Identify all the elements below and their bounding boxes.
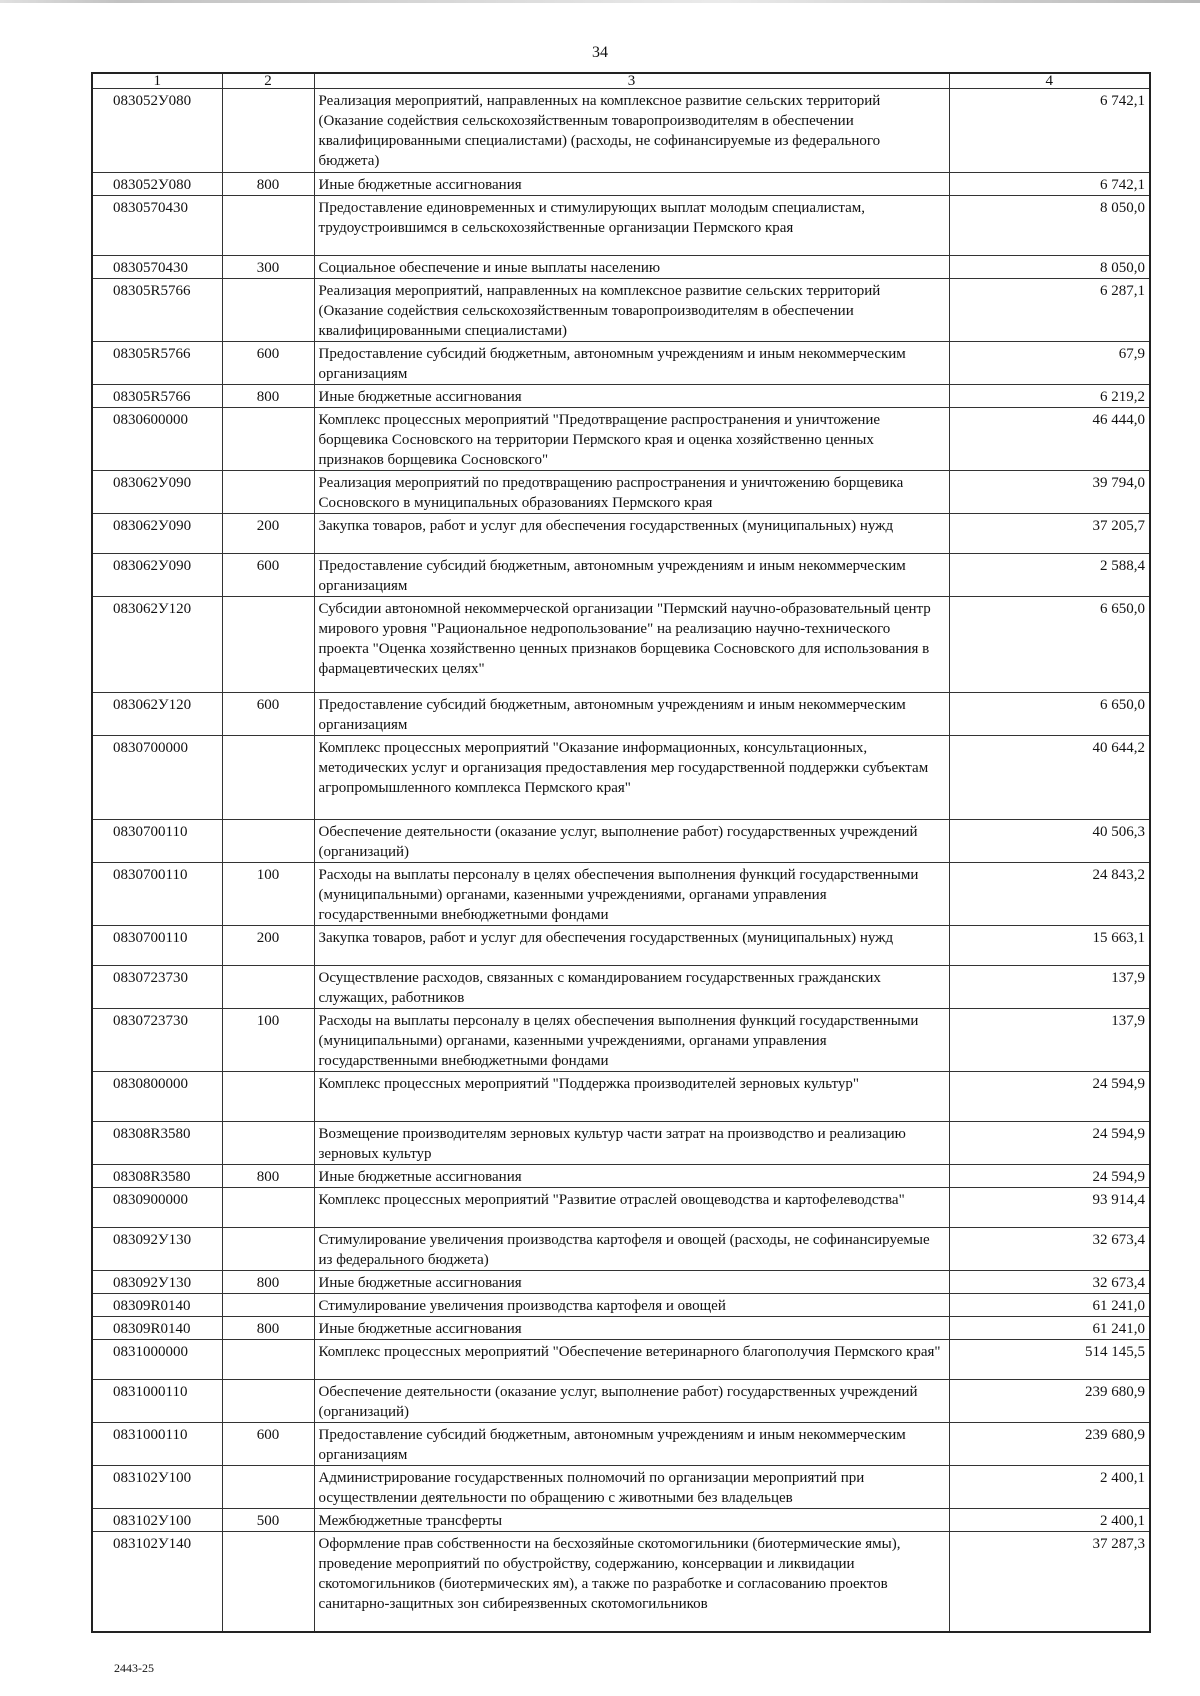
row-code-cell: 08308R3580: [92, 1122, 222, 1165]
row-amount-cell: 61 241,0: [949, 1294, 1150, 1317]
row-type-cell: [222, 1188, 314, 1228]
row-type-cell: [222, 1228, 314, 1271]
row-name-cell: Иные бюджетные ассигнования: [314, 1271, 949, 1294]
table-row: [92, 342, 1150, 385]
row-code-cell: 083102У140: [92, 1532, 222, 1632]
row-type-cell: [222, 196, 314, 256]
row-code-cell: 0830570430: [92, 196, 222, 256]
row-type-cell: [222, 279, 314, 342]
row-amount-cell: 46 444,0: [949, 408, 1150, 471]
table-row: [92, 471, 1150, 514]
table-row: [92, 597, 1150, 693]
table-row: [92, 1009, 1150, 1072]
row-name-cell: Обеспечение деятельности (оказание услуг, выполнение работ) государственных учреждений (организаций): [314, 1380, 949, 1423]
row-code-cell: 08305R5766: [92, 279, 222, 342]
row-name-cell: Комплекс процессных мероприятий "Предотвращение распространения и уничтожение борщевика Сосновского на территории Пермского края и оценка хозяйственно ценных признаков борщевика Сосновского": [314, 408, 949, 471]
row-name-cell: Стимулирование увеличения производства картофеля и овощей (расходы, не софинансируемые из федерального бюджета): [314, 1228, 949, 1271]
header-col-2: 2: [222, 73, 314, 89]
table-row: [92, 1271, 1150, 1294]
row-type-cell: 200: [222, 926, 314, 966]
row-name-cell: Межбюджетные трансферты: [314, 1509, 949, 1532]
row-amount-cell: 514 145,5: [949, 1340, 1150, 1380]
table-row: [92, 736, 1150, 820]
row-code-cell: 0831000110: [92, 1423, 222, 1466]
table-header-row: [92, 73, 1150, 89]
row-amount-cell: 61 241,0: [949, 1317, 1150, 1340]
row-code-cell: 083052У080: [92, 173, 222, 196]
row-name-cell: Стимулирование увеличения производства картофеля и овощей: [314, 1294, 949, 1317]
row-type-cell: 800: [222, 1317, 314, 1340]
row-type-cell: [222, 966, 314, 1009]
row-amount-cell: 6 650,0: [949, 693, 1150, 736]
header-col-4: 4: [949, 73, 1150, 89]
header-col-1: 1: [92, 73, 222, 89]
row-amount-cell: 93 914,4: [949, 1188, 1150, 1228]
table-row: [92, 863, 1150, 926]
row-code-cell: 083102У100: [92, 1466, 222, 1509]
row-code-cell: 083102У100: [92, 1509, 222, 1532]
row-name-cell: Расходы на выплаты персоналу в целях обеспечения выполнения функций государственными (муниципальными) органами, казенными учреждениями, органами управления государственными внебюджетными фондами: [314, 863, 949, 926]
row-type-cell: [222, 1072, 314, 1122]
table-row: [92, 693, 1150, 736]
row-amount-cell: 6 742,1: [949, 173, 1150, 196]
row-name-cell: Предоставление субсидий бюджетным, автономным учреждениям и иным некоммерческим организациям: [314, 693, 949, 736]
row-amount-cell: 67,9: [949, 342, 1150, 385]
row-type-cell: [222, 1294, 314, 1317]
row-type-cell: 600: [222, 554, 314, 597]
row-name-cell: Иные бюджетные ассигнования: [314, 385, 949, 408]
row-name-cell: Предоставление единовременных и стимулирующих выплат молодым специалистам, трудоустроившимся в сельскохозяйственные организации Пермского края: [314, 196, 949, 256]
row-code-cell: 083092У130: [92, 1271, 222, 1294]
row-name-cell: Иные бюджетные ассигнования: [314, 173, 949, 196]
row-amount-cell: 24 594,9: [949, 1165, 1150, 1188]
row-name-cell: Возмещение производителям зерновых культур части затрат на производство и реализацию зерновых культур: [314, 1122, 949, 1165]
row-amount-cell: 24 594,9: [949, 1122, 1150, 1165]
row-amount-cell: 6 742,1: [949, 89, 1150, 173]
row-type-cell: 800: [222, 385, 314, 408]
row-name-cell: Комплекс процессных мероприятий "Оказание информационных, консультационных, методических услуг и организация предоставления мер государственной поддержки субъектам агропромышленного комплекса Пермского края": [314, 736, 949, 820]
scan-top-edge: [0, 0, 1200, 3]
row-type-cell: [222, 1122, 314, 1165]
row-amount-cell: 37 287,3: [949, 1532, 1150, 1632]
table-row: [92, 554, 1150, 597]
row-code-cell: 08308R3580: [92, 1165, 222, 1188]
row-code-cell: 083062У090: [92, 514, 222, 554]
row-amount-cell: 40 506,3: [949, 820, 1150, 863]
row-code-cell: 083092У130: [92, 1228, 222, 1271]
row-name-cell: Иные бюджетные ассигнования: [314, 1165, 949, 1188]
row-code-cell: 083062У090: [92, 554, 222, 597]
row-name-cell: Реализация мероприятий, направленных на комплексное развитие сельских территорий (Оказание содействия сельскохозяйственным товаропроизводителям в обеспечении квалифицированными специалистами) (расходы, не софинансируемые из федерального бюджета): [314, 89, 949, 173]
page-number: 34: [592, 44, 608, 61]
row-amount-cell: 37 205,7: [949, 514, 1150, 554]
row-name-cell: Реализация мероприятий по предотвращению распространения и уничтожению борщевика Сосновского в муниципальных образованиях Пермского края: [314, 471, 949, 514]
row-type-cell: [222, 736, 314, 820]
table-row: [92, 279, 1150, 342]
row-code-cell: 0830723730: [92, 966, 222, 1009]
row-name-cell: Предоставление субсидий бюджетным, автономным учреждениям и иным некоммерческим организациям: [314, 342, 949, 385]
table-row: [92, 1294, 1150, 1317]
row-type-cell: 600: [222, 1423, 314, 1466]
row-name-cell: Комплекс процессных мероприятий "Обеспечение ветеринарного благополучия Пермского края": [314, 1340, 949, 1380]
row-code-cell: 0830800000: [92, 1072, 222, 1122]
table-row: [92, 89, 1150, 173]
document-code: 2443-25: [114, 1661, 154, 1675]
row-amount-cell: 2 400,1: [949, 1509, 1150, 1532]
row-name-cell: Расходы на выплаты персоналу в целях обеспечения выполнения функций государственными (муниципальными) органами, казенными учреждениями, органами управления государственными внебюджетными фондами: [314, 1009, 949, 1072]
table-row: [92, 1466, 1150, 1509]
table-row: [92, 1532, 1150, 1632]
table-row: [92, 1317, 1150, 1340]
row-code-cell: 0830700000: [92, 736, 222, 820]
table-row: [92, 1228, 1150, 1271]
table-row: [92, 966, 1150, 1009]
row-amount-cell: 2 588,4: [949, 554, 1150, 597]
row-type-cell: 600: [222, 693, 314, 736]
row-amount-cell: 239 680,9: [949, 1423, 1150, 1466]
row-code-cell: 0831000000: [92, 1340, 222, 1380]
row-amount-cell: 15 663,1: [949, 926, 1150, 966]
row-amount-cell: 39 794,0: [949, 471, 1150, 514]
row-code-cell: 083062У120: [92, 597, 222, 693]
row-amount-cell: 6 287,1: [949, 279, 1150, 342]
table-row: [92, 1072, 1150, 1122]
row-code-cell: 0831000110: [92, 1380, 222, 1423]
table-row: [92, 173, 1150, 196]
row-code-cell: 083062У120: [92, 693, 222, 736]
row-code-cell: 08309R0140: [92, 1317, 222, 1340]
row-type-cell: [222, 1340, 314, 1380]
row-code-cell: 08305R5766: [92, 342, 222, 385]
row-amount-cell: 137,9: [949, 1009, 1150, 1072]
table-row: [92, 1509, 1150, 1532]
table-row: [92, 1380, 1150, 1423]
row-type-cell: [222, 89, 314, 173]
row-name-cell: Предоставление субсидий бюджетным, автономным учреждениям и иным некоммерческим организациям: [314, 1423, 949, 1466]
row-amount-cell: 8 050,0: [949, 256, 1150, 279]
row-amount-cell: 24 594,9: [949, 1072, 1150, 1122]
row-amount-cell: 32 673,4: [949, 1271, 1150, 1294]
row-type-cell: 200: [222, 514, 314, 554]
row-type-cell: 100: [222, 1009, 314, 1072]
row-amount-cell: 2 400,1: [949, 1466, 1150, 1509]
row-type-cell: 800: [222, 173, 314, 196]
row-type-cell: [222, 597, 314, 693]
row-code-cell: 0830600000: [92, 408, 222, 471]
row-name-cell: Администрирование государственных полномочий по организации мероприятий при осуществлении деятельности по обращению с животными без владельцев: [314, 1466, 949, 1509]
table-row: [92, 1188, 1150, 1228]
row-name-cell: Реализация мероприятий, направленных на комплексное развитие сельских территорий (Оказание содействия сельскохозяйственным товаропроизводителям в обеспечении квалифицированными специалистами): [314, 279, 949, 342]
row-name-cell: Закупка товаров, работ и услуг для обеспечения государственных (муниципальных) нужд: [314, 514, 949, 554]
row-type-cell: 100: [222, 863, 314, 926]
table-row: [92, 1423, 1150, 1466]
row-name-cell: Осуществление расходов, связанных с командированием государственных гражданских служащих, работников: [314, 966, 949, 1009]
table-row: [92, 385, 1150, 408]
row-type-cell: [222, 1466, 314, 1509]
budget-table: [91, 72, 1151, 1633]
row-amount-cell: 239 680,9: [949, 1380, 1150, 1423]
table-row: [92, 256, 1150, 279]
row-name-cell: Оформление прав собственности на бесхозяйные скотомогильники (биотермические ямы), проведение мероприятий по обустройству, содержанию, консервации и ликвидации скотомогильников (биотермических ям), а также по разработке и согласованию проектов санитарно-защитных зон сибиреязвенных скотомогильников: [314, 1532, 949, 1632]
row-name-cell: Комплекс процессных мероприятий "Поддержка производителей зерновых культур": [314, 1072, 949, 1122]
row-amount-cell: 6 219,2: [949, 385, 1150, 408]
row-code-cell: 0830700110: [92, 863, 222, 926]
row-name-cell: Комплекс процессных мероприятий "Развитие отраслей овощеводства и картофелеводства": [314, 1188, 949, 1228]
row-type-cell: [222, 1532, 314, 1632]
table-row: [92, 926, 1150, 966]
row-name-cell: Обеспечение деятельности (оказание услуг, выполнение работ) государственных учреждений (организаций): [314, 820, 949, 863]
row-type-cell: 500: [222, 1509, 314, 1532]
row-name-cell: Социальное обеспечение и иные выплаты населению: [314, 256, 949, 279]
table-row: [92, 1165, 1150, 1188]
row-name-cell: Иные бюджетные ассигнования: [314, 1317, 949, 1340]
row-code-cell: 0830900000: [92, 1188, 222, 1228]
row-code-cell: 0830570430: [92, 256, 222, 279]
row-amount-cell: 137,9: [949, 966, 1150, 1009]
row-name-cell: Субсидии автономной некоммерческой организации "Пермский научно-образовательный центр мирового уровня "Рациональное недропользование" на реализацию научно-технического проекта "Оценка хозяйственно ценных признаков борщевика Сосновского для использования в фармацевтических целях": [314, 597, 949, 693]
row-amount-cell: 32 673,4: [949, 1228, 1150, 1271]
row-type-cell: [222, 471, 314, 514]
row-type-cell: 600: [222, 342, 314, 385]
row-type-cell: 800: [222, 1165, 314, 1188]
table-row: [92, 820, 1150, 863]
row-code-cell: 0830700110: [92, 926, 222, 966]
row-name-cell: Предоставление субсидий бюджетным, автономным учреждениям и иным некоммерческим организациям: [314, 554, 949, 597]
row-code-cell: 08305R5766: [92, 385, 222, 408]
table-row: [92, 408, 1150, 471]
row-amount-cell: 8 050,0: [949, 196, 1150, 256]
row-code-cell: 08309R0140: [92, 1294, 222, 1317]
row-amount-cell: 40 644,2: [949, 736, 1150, 820]
row-amount-cell: 6 650,0: [949, 597, 1150, 693]
row-type-cell: [222, 1380, 314, 1423]
row-code-cell: 0830700110: [92, 820, 222, 863]
row-code-cell: 083052У080: [92, 89, 222, 173]
header-col-3: 3: [314, 73, 949, 89]
row-code-cell: 0830723730: [92, 1009, 222, 1072]
row-amount-cell: 24 843,2: [949, 863, 1150, 926]
table-row: [92, 1122, 1150, 1165]
row-code-cell: 083062У090: [92, 471, 222, 514]
row-name-cell: Закупка товаров, работ и услуг для обеспечения государственных (муниципальных) нужд: [314, 926, 949, 966]
row-type-cell: [222, 820, 314, 863]
row-type-cell: 800: [222, 1271, 314, 1294]
table-row: [92, 1340, 1150, 1380]
row-type-cell: [222, 408, 314, 471]
table-row: [92, 196, 1150, 256]
row-type-cell: 300: [222, 256, 314, 279]
table-row: [92, 514, 1150, 554]
table-body: [92, 89, 1150, 1632]
